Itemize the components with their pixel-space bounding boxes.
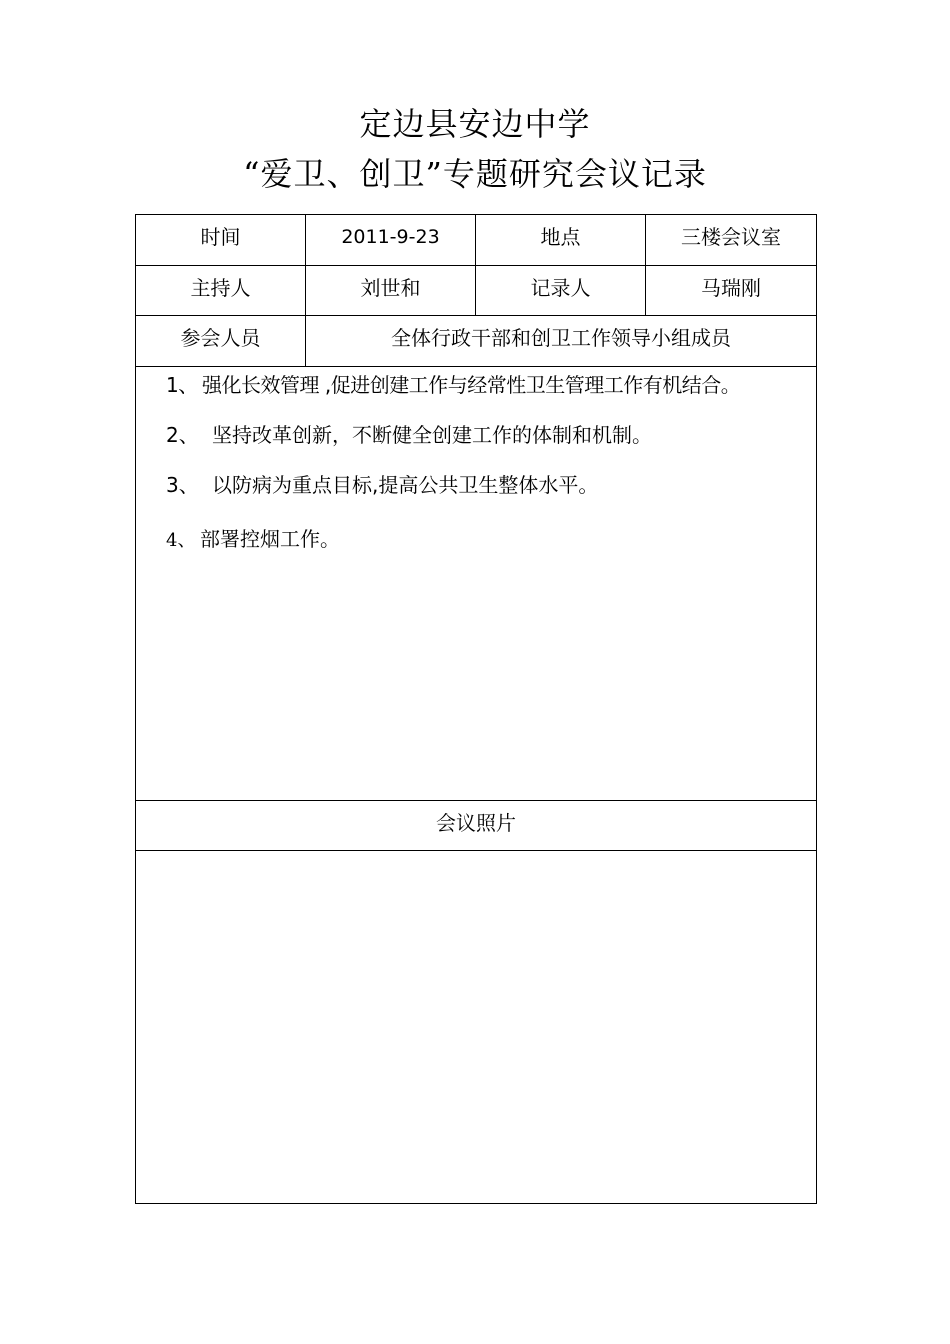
document-title: 定边县安边中学 <box>359 105 591 143</box>
time-value: 2011-9-23 <box>306 215 476 265</box>
item-number: 1、 <box>166 373 198 397</box>
meeting-record-table <box>135 214 817 1204</box>
item-number: 4、 <box>166 530 196 551</box>
time-label: 时间 <box>136 215 306 265</box>
place-label: 地点 <box>476 215 646 265</box>
document-subtitle: “爱卫、创卫”专题研究会议记录 <box>243 155 707 193</box>
item-text: 强化长效管理 ,促进创建工作与经常性卫生管理工作有机结合。 <box>202 373 741 397</box>
list-item <box>166 423 652 447</box>
table-row-host-recorder <box>136 266 816 316</box>
host-label: 主持人 <box>136 266 306 315</box>
item-text: 以防病为重点目标,提高公共卫生整体水平。 <box>212 473 599 497</box>
host-value: 刘世和 <box>306 266 476 315</box>
photo-section-label: 会议照片 <box>436 811 516 835</box>
table-row-time-place <box>136 215 816 266</box>
item-number: 3、 <box>166 473 199 497</box>
photo-area <box>136 851 816 1203</box>
table-row-attendees <box>136 316 816 367</box>
list-item <box>166 373 740 397</box>
item-number: 2、 <box>166 423 199 447</box>
recorder-value: 马瑞刚 <box>701 276 761 300</box>
list-item <box>166 527 340 553</box>
attendees-label: 参会人员 <box>136 316 306 366</box>
attendees-value: 全体行政干部和创卫工作领导小组成员 <box>391 326 731 350</box>
recorder-label: 记录人 <box>476 266 646 315</box>
list-item <box>166 473 598 497</box>
table-row-photo-label <box>136 801 816 851</box>
item-text: 部署控烟工作。 <box>200 527 340 551</box>
item-text: 坚持改革创新，不断健全创建工作的体制和机制。 <box>212 423 652 447</box>
place-value: 三楼会议室 <box>681 225 781 249</box>
